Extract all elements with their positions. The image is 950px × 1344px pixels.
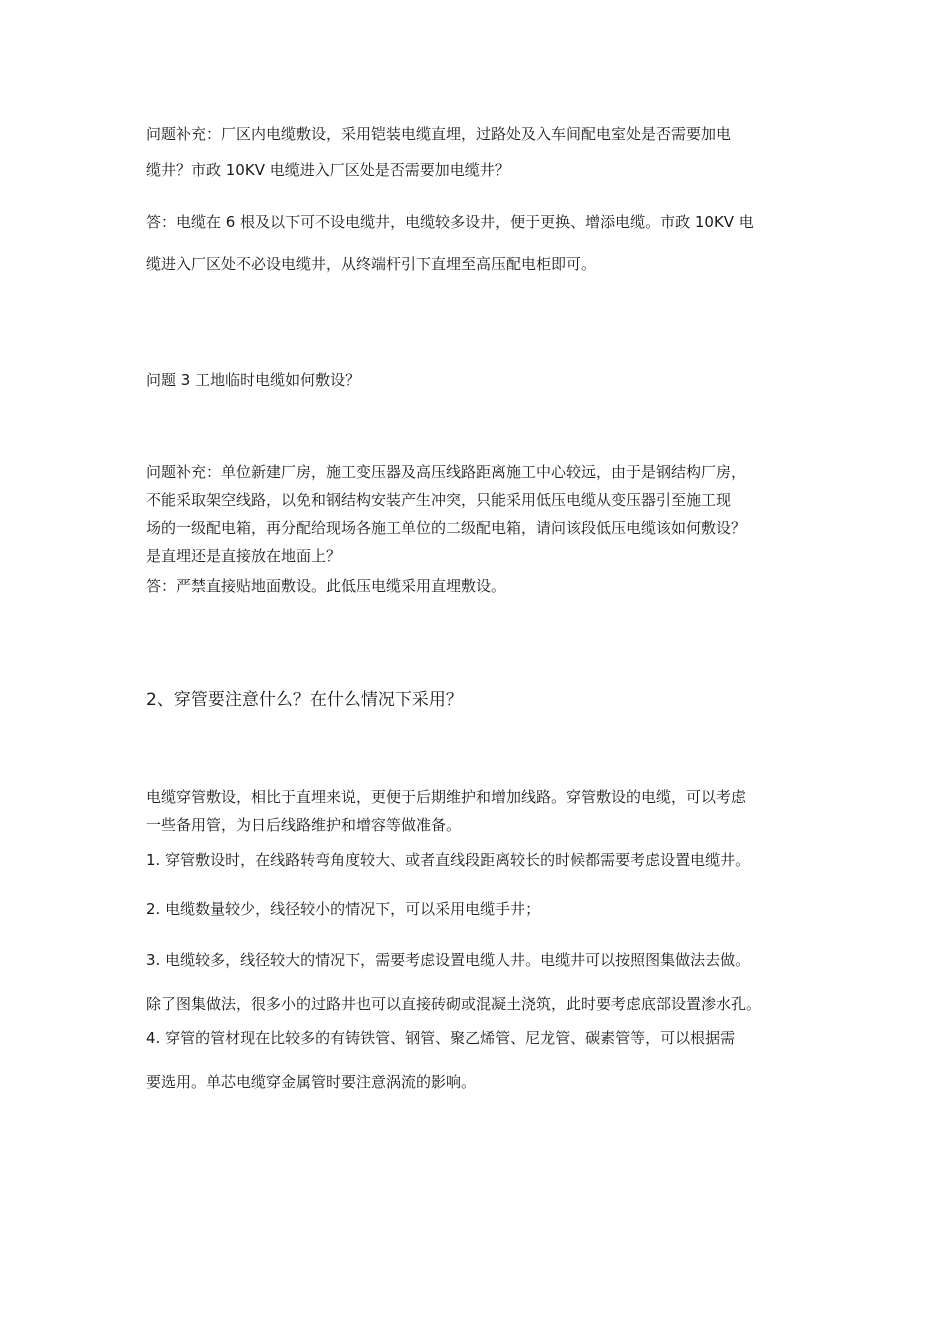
answer-line: 缆进入厂区处不必设电缆井，从终端杆引下直埋至高压配电柜即可。 bbox=[146, 255, 597, 273]
list-item-continuation: 要选用。单芯电缆穿金属管时要注意涡流的影响。 bbox=[146, 1073, 477, 1091]
question-supplement-line: 缆井？市政 10KV 电缆进入厂区处是否需要加电缆井？ bbox=[146, 161, 510, 179]
answer-line: 答：严禁直接贴地面敷设。此低压电缆采用直埋敷设。 bbox=[146, 577, 507, 595]
question-supplement-line: 不能采取架空线路，以免和钢结构安装产生冲突，只能采用低压电缆从变压器引至施工现 bbox=[146, 491, 732, 509]
body-line: 一些备用管，为日后线路维护和增容等做准备。 bbox=[146, 816, 462, 834]
list-item-continuation: 除了图集做法，很多小的过路井也可以直接砖砌或混凝土浇筑，此时要考虑底部设置渗水孔。 bbox=[146, 995, 762, 1013]
list-item: 2. 电缆数量较少，线径较小的情况下，可以采用电缆手井； bbox=[146, 900, 541, 918]
question-supplement-line: 问题补充：单位新建厂房，施工变压器及高压线路距离施工中心较远，由于是钢结构厂房， bbox=[146, 463, 747, 481]
body-line: 电缆穿管敷设，相比于直埋来说，更便于后期维护和增加线路。穿管敷设的电缆，可以考虑 bbox=[146, 788, 747, 806]
answer-line: 答：电缆在 6 根及以下可不设电缆井，电缆较多设井，便于更换、增添电缆。市政 10KV 电 bbox=[146, 213, 754, 231]
list-item: 1. 穿管敷设时，在线路转弯角度较大、或者直线段距离较长的时候都需要考虑设置电缆井。 bbox=[146, 851, 751, 869]
question-title: 问题 3 工地临时电缆如何敷设？ bbox=[146, 371, 361, 389]
question-supplement-line: 场的一级配电箱，再分配给现场各施工单位的二级配电箱，请问该段低压电缆该如何敷设？ bbox=[146, 519, 747, 537]
question-supplement-line: 问题补充：厂区内电缆敷设，采用铠装电缆直埋，过路处及入车间配电室处是否需要加电 bbox=[146, 125, 732, 143]
question-supplement-line: 是直埋还是直接放在地面上？ bbox=[146, 547, 342, 565]
section-heading: 2、穿管要注意什么？在什么情况下采用？ bbox=[146, 690, 463, 710]
list-item: 3. 电缆较多，线径较大的情况下，需要考虑设置电缆人井。电缆井可以按照图集做法去做。 bbox=[146, 951, 751, 969]
list-item: 4. 穿管的管材现在比较多的有铸铁管、钢管、聚乙烯管、尼龙管、碳素管等，可以根据需 bbox=[146, 1029, 736, 1047]
